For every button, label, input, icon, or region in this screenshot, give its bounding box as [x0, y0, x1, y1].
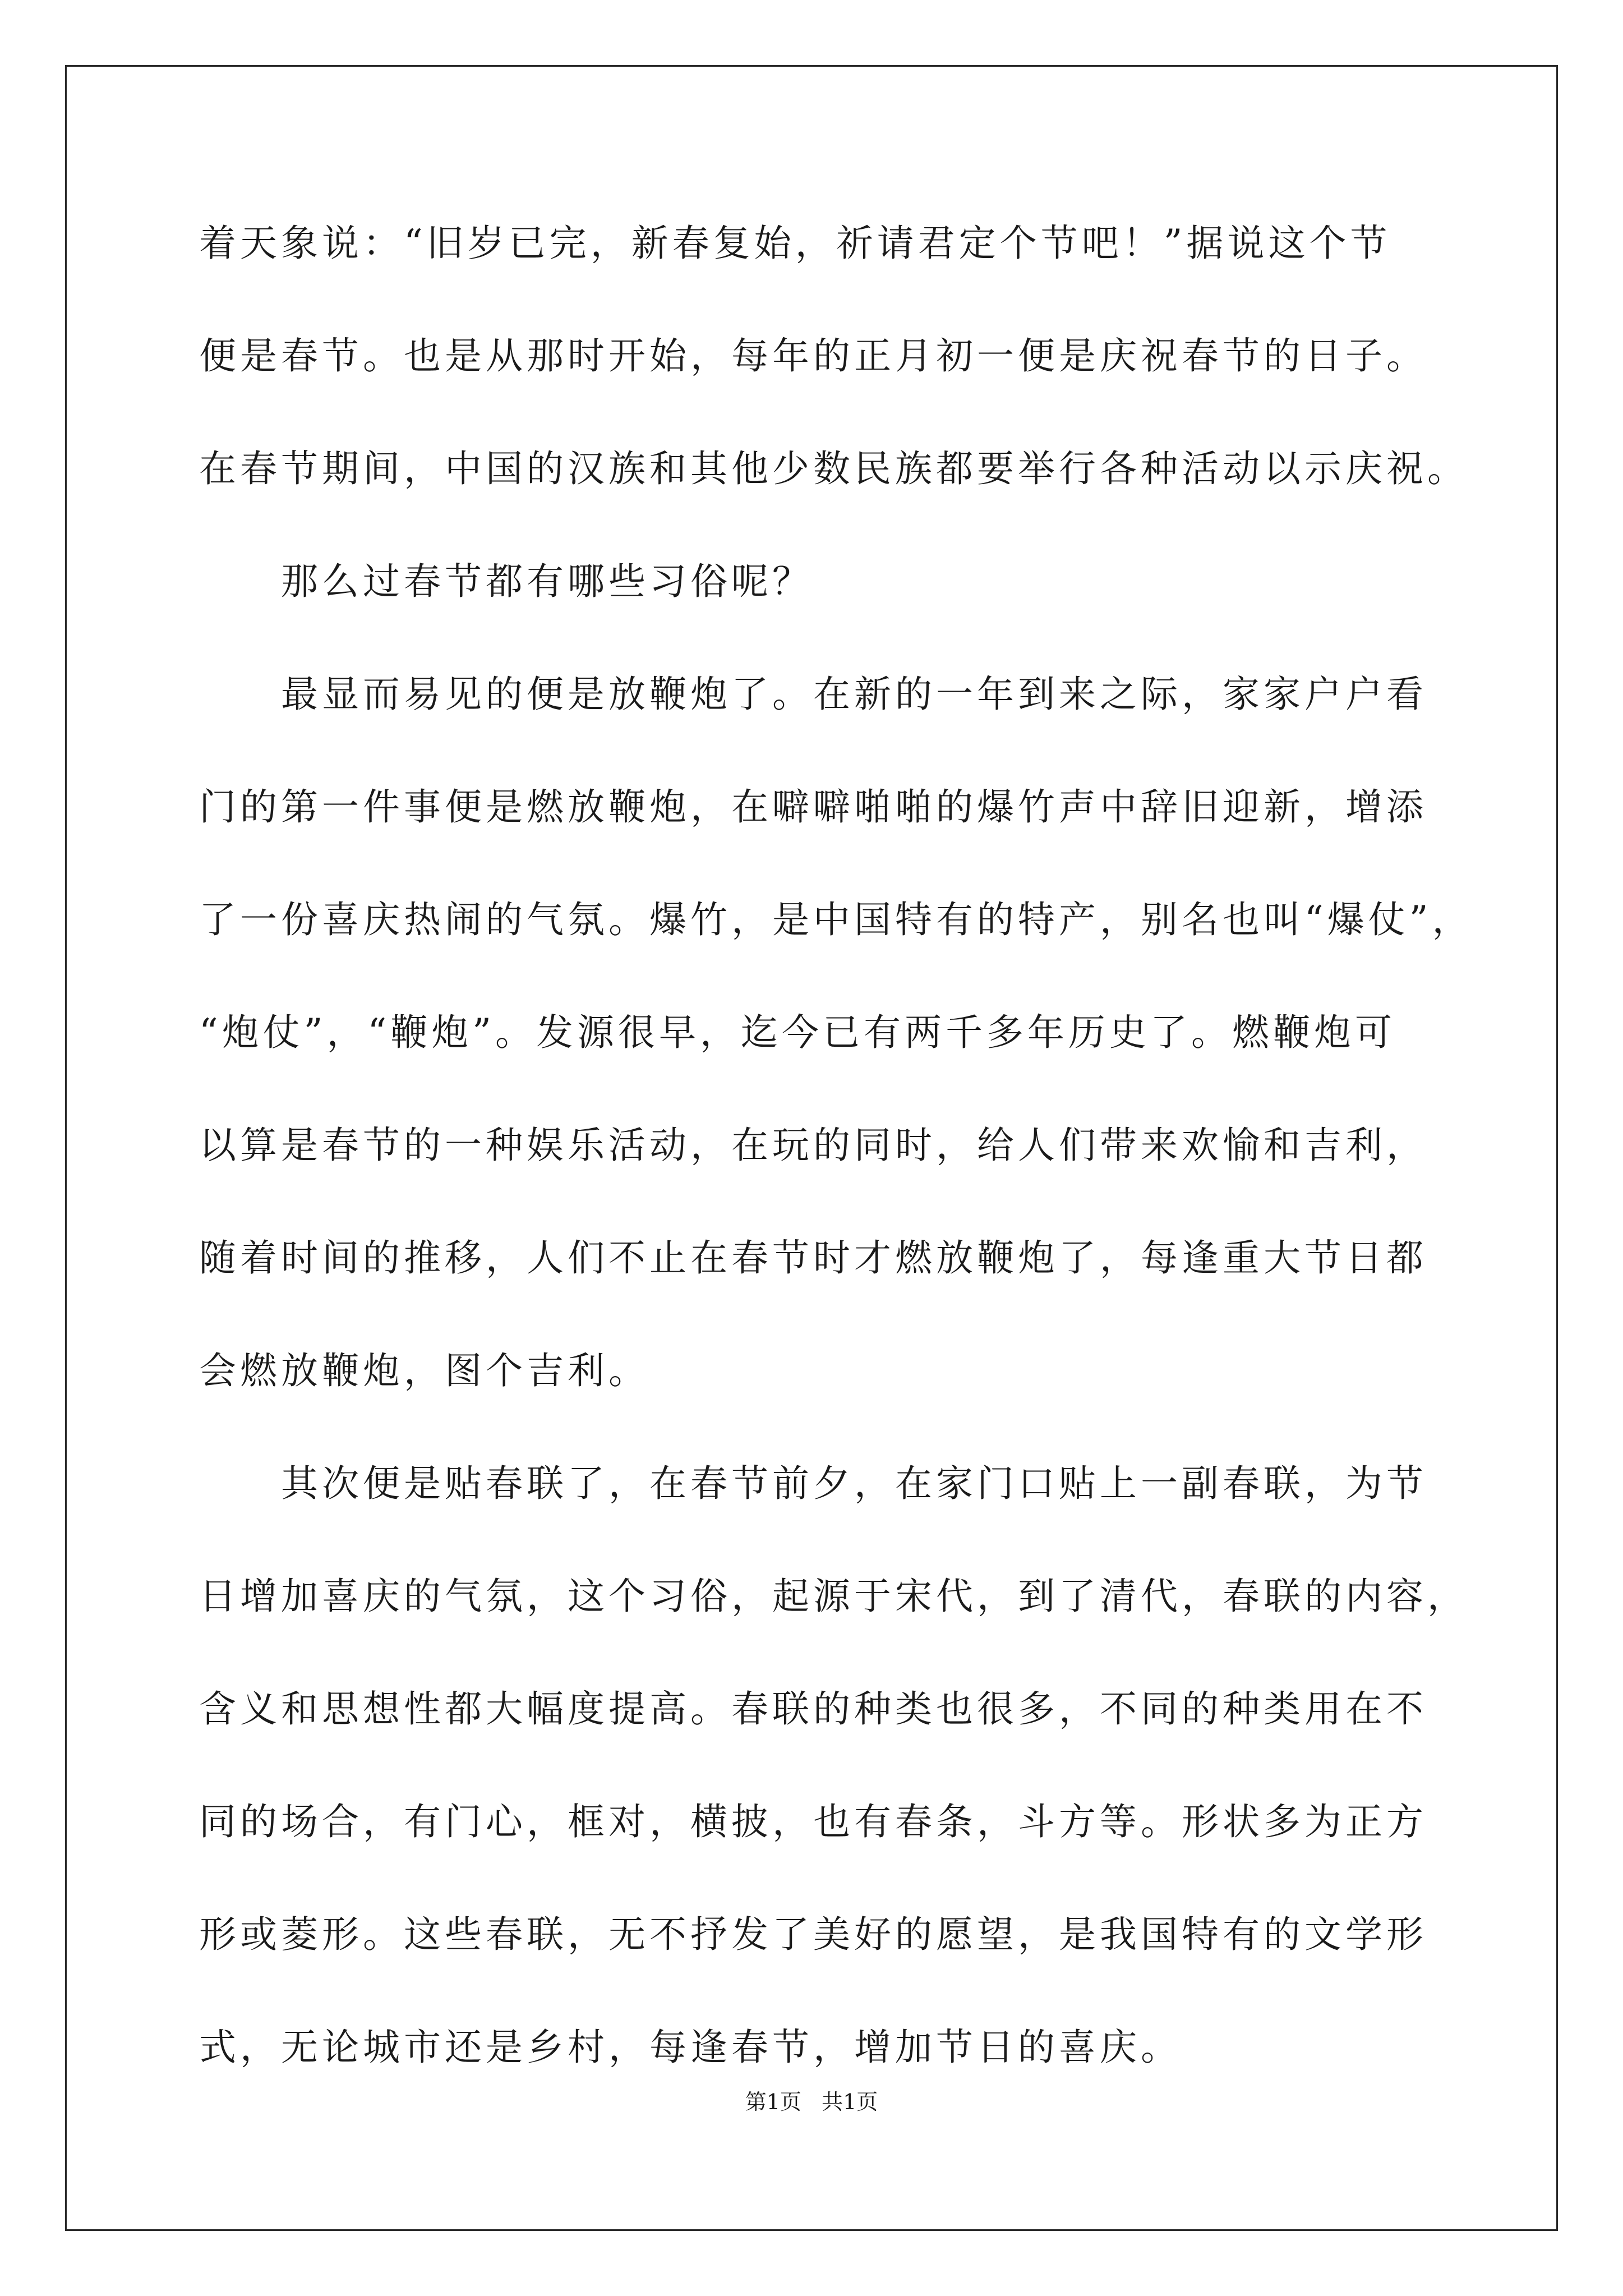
- text-line: 门的第一件事便是燃放鞭炮，在噼噼啪啪的爆竹声中辞旧迎新，增添: [199, 785, 1427, 829]
- text-line: 日增加喜庆的气氛，这个习俗，起源于宋代，到了清代，春联的内容，: [199, 1575, 1468, 1618]
- text-line: 了一份喜庆热闹的气氛。爆竹，是中国特有的特产，别名也叫“爆仗”，: [199, 898, 1473, 941]
- paragraph-first-line: 那么过春节都有哪些习俗呢？: [281, 560, 813, 603]
- page-total: 共1页: [822, 2090, 878, 2114]
- text-line: 着天象说：“旧岁已完，新春复始，祈请君定个节吧！”据说这个节: [199, 222, 1391, 265]
- text-line: 形或菱形。这些春联，无不抒发了美好的愿望，是我国特有的文学形: [199, 1913, 1427, 1956]
- text-line: 在春节期间，中国的汉族和其他少数民族都要举行各种活动以示庆祝。: [199, 447, 1468, 490]
- text-line: 会燃放鞭炮，图个吉利。: [199, 1349, 649, 1392]
- text-line: “炮仗”，“鞭炮”。发源很早，迄今已有两千多年历史了。燃鞭炮可: [199, 1011, 1396, 1054]
- page-number: 第1页: [745, 2090, 801, 2114]
- text-line: 便是春节。也是从那时开始，每年的正月初一便是庆祝春节的日子。: [199, 334, 1427, 378]
- paragraph-first-line: 其次便是贴春联了，在春节前夕，在家门口贴上一副春联，为节: [281, 1462, 1427, 1505]
- text-line: 含义和思想性都大幅度提高。春联的种类也很多，不同的种类用在不: [199, 1687, 1427, 1731]
- page-footer: [0, 2088, 1623, 2116]
- text-line: 随着时间的推移，人们不止在春节时才燃放鞭炮了，每逢重大节日都: [199, 1236, 1427, 1280]
- text-line: 同的场合，有门心，框对，横披，也有春条，斗方等。形状多为正方: [199, 1800, 1427, 1843]
- paragraph-first-line: 最显而易见的便是放鞭炮了。在新的一年到来之际，家家户户看: [281, 673, 1427, 716]
- text-line: 以算是春节的一种娱乐活动，在玩的同时，给人们带来欢愉和吉利，: [199, 1124, 1427, 1167]
- text-line: 式，无论城市还是乡村，每逢春节，增加节日的喜庆。: [199, 2026, 1182, 2069]
